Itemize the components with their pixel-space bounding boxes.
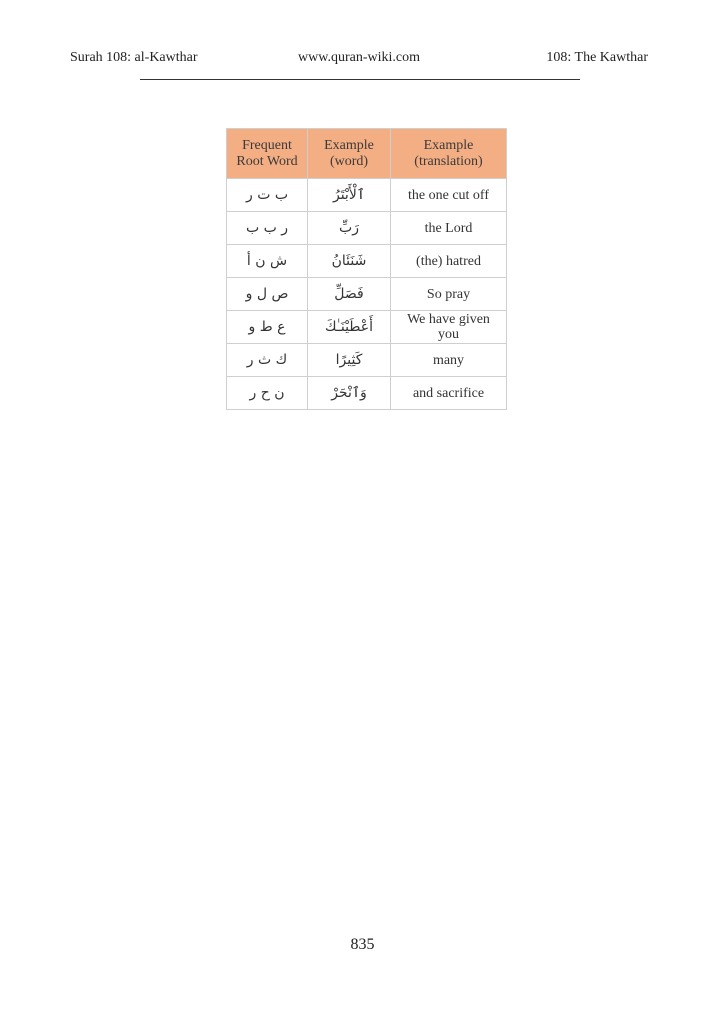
translation-cell: and sacrifice xyxy=(391,377,507,410)
word-cell: شَنَئَانُ xyxy=(308,245,391,278)
header-surah-title: Surah 108: al-Kawthar xyxy=(70,50,198,65)
table-row xyxy=(227,245,507,278)
page-header xyxy=(70,50,648,70)
table-row xyxy=(227,344,507,377)
root-cell: ن ح ر xyxy=(227,377,308,410)
table-row xyxy=(227,212,507,245)
column-header-translation: Example (translation) xyxy=(391,129,507,179)
translation-cell: So pray xyxy=(391,278,507,311)
table-row xyxy=(227,377,507,410)
word-cell: كَثِيرًا xyxy=(308,344,391,377)
word-cell: أَعْطَيْنَـٰكَ xyxy=(308,311,391,344)
word-cell: وَٱنْحَرْ xyxy=(308,377,391,410)
word-cell: فَصَلِّ xyxy=(308,278,391,311)
root-cell: ص ل و xyxy=(227,278,308,311)
root-cell: ر ب ب xyxy=(227,212,308,245)
table-row xyxy=(227,278,507,311)
table-row xyxy=(227,311,507,344)
table-header-row xyxy=(227,129,507,179)
header-divider xyxy=(140,79,580,80)
root-words-table xyxy=(226,128,507,410)
translation-cell: many xyxy=(391,344,507,377)
root-cell: ع ط و xyxy=(227,311,308,344)
column-header-root: Frequent Root Word xyxy=(227,129,308,179)
translation-cell: (the) hatred xyxy=(391,245,507,278)
page-number: 835 xyxy=(350,936,375,953)
root-cell: ب ت ر xyxy=(227,179,308,212)
column-header-word: Example (word) xyxy=(308,129,391,179)
header-chapter-title: 108: The Kawthar xyxy=(546,50,648,65)
translation-cell: the one cut off xyxy=(391,179,507,212)
word-cell: ٱلْأَبْتَرُ xyxy=(308,179,391,212)
translation-cell: We have given you xyxy=(391,311,507,344)
root-cell: ك ث ر xyxy=(227,344,308,377)
header-website: www.quran-wiki.com xyxy=(298,50,420,65)
root-cell: ش ن أ xyxy=(227,245,308,278)
translation-cell: the Lord xyxy=(391,212,507,245)
table-row xyxy=(227,179,507,212)
word-cell: رَبِّ xyxy=(308,212,391,245)
